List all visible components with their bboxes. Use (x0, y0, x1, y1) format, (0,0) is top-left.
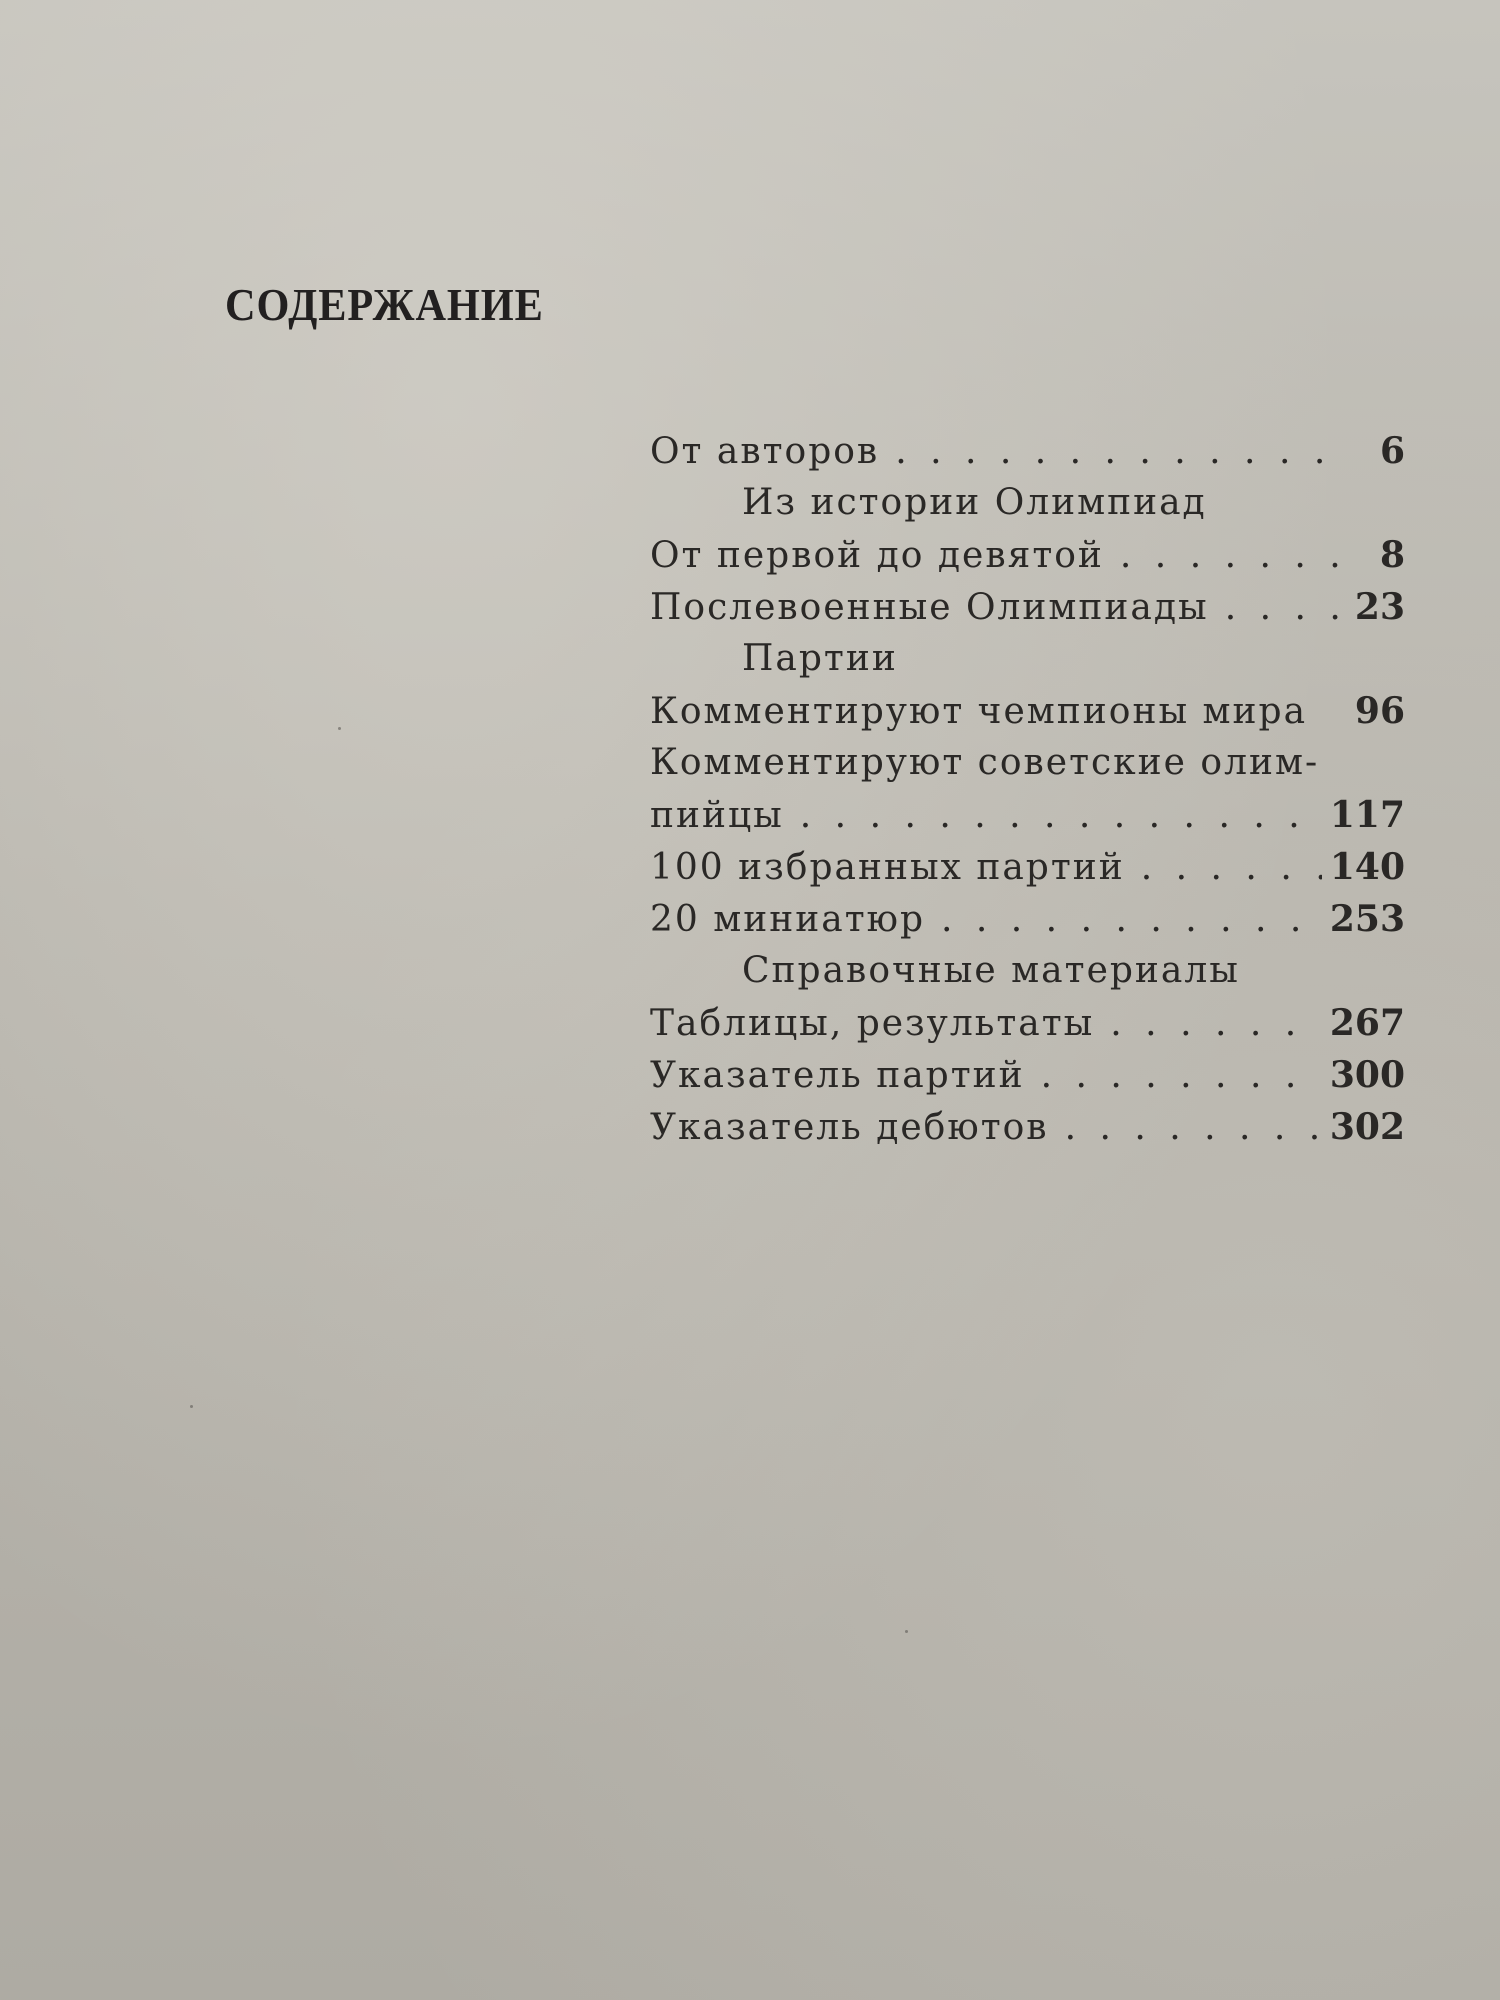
toc-page-number: 96 (1354, 690, 1405, 732)
toc-entry-label: Указатель партий (650, 1055, 1025, 1096)
toc-entry (650, 1049, 1405, 1102)
dot-leader (1125, 842, 1322, 894)
dot-leader (1104, 530, 1339, 582)
toc-entry (650, 685, 1405, 738)
toc-entry-label: Комментируют чемпионы мира (650, 691, 1308, 732)
toc-row (650, 1049, 1410, 1101)
toc-entry-label: Указатель дебютов (650, 1107, 1049, 1148)
paper-speck (190, 1405, 193, 1408)
dot-leader (1025, 1050, 1322, 1102)
toc-entry-label: От авторов (650, 431, 880, 472)
toc-page-number: 6 (1379, 430, 1405, 472)
toc-row (650, 633, 1410, 685)
toc-page-number: 117 (1329, 794, 1405, 836)
toc-row (650, 477, 1410, 529)
toc-row (650, 581, 1410, 633)
dot-leader (879, 426, 1339, 478)
toc-entry-label: пийцы (650, 795, 784, 836)
toc-entry (650, 893, 1405, 946)
toc-row (650, 945, 1410, 997)
toc-entry (650, 425, 1405, 478)
paper-speck (338, 727, 341, 730)
toc-page-number: 267 (1329, 1002, 1405, 1044)
toc-entry (650, 581, 1405, 634)
toc-row (650, 841, 1410, 893)
toc-entry-label: 100 избранных партий (650, 847, 1125, 888)
dot-leader (925, 894, 1322, 946)
toc-page-number: 253 (1329, 898, 1405, 940)
toc-section-heading: Партии (742, 638, 898, 679)
toc-row (650, 997, 1410, 1049)
toc-page-number: 300 (1329, 1054, 1405, 1096)
toc-section-heading: Справочные материалы (742, 950, 1240, 991)
toc-entry-label: Таблицы, результаты (650, 1003, 1095, 1044)
toc-page-number: 23 (1354, 586, 1405, 628)
dot-leader (1209, 582, 1339, 634)
toc-row (650, 893, 1410, 945)
toc-row (650, 685, 1410, 737)
toc-entry (650, 997, 1405, 1050)
table-of-contents (650, 425, 1410, 1153)
toc-entry (650, 841, 1405, 894)
toc-row (650, 737, 1410, 789)
toc-section-heading: Из истории Олимпиад (742, 482, 1207, 523)
dot-leader (1049, 1102, 1322, 1154)
toc-entry-label: От первой до девятой (650, 535, 1104, 576)
toc-entry-label: Послевоенные Олимпиады (650, 587, 1209, 628)
paper-speck (905, 1630, 908, 1633)
toc-entry-label: 20 миниатюр (650, 899, 926, 940)
dot-leader (1094, 998, 1322, 1050)
toc-page-number: 302 (1329, 1106, 1405, 1148)
page-title: СОДЕРЖАНИЕ (225, 279, 544, 330)
toc-row (650, 789, 1410, 841)
toc-entry (650, 529, 1405, 582)
toc-page-number: 8 (1379, 534, 1405, 576)
toc-row (650, 425, 1410, 477)
dot-leader (784, 790, 1322, 842)
toc-row (650, 529, 1410, 581)
toc-entry (650, 789, 1405, 842)
toc-entry (650, 1101, 1405, 1154)
toc-row (650, 1101, 1410, 1153)
toc-entry-label: Комментируют советские олим- (650, 742, 1320, 783)
toc-page-number: 140 (1329, 846, 1405, 888)
